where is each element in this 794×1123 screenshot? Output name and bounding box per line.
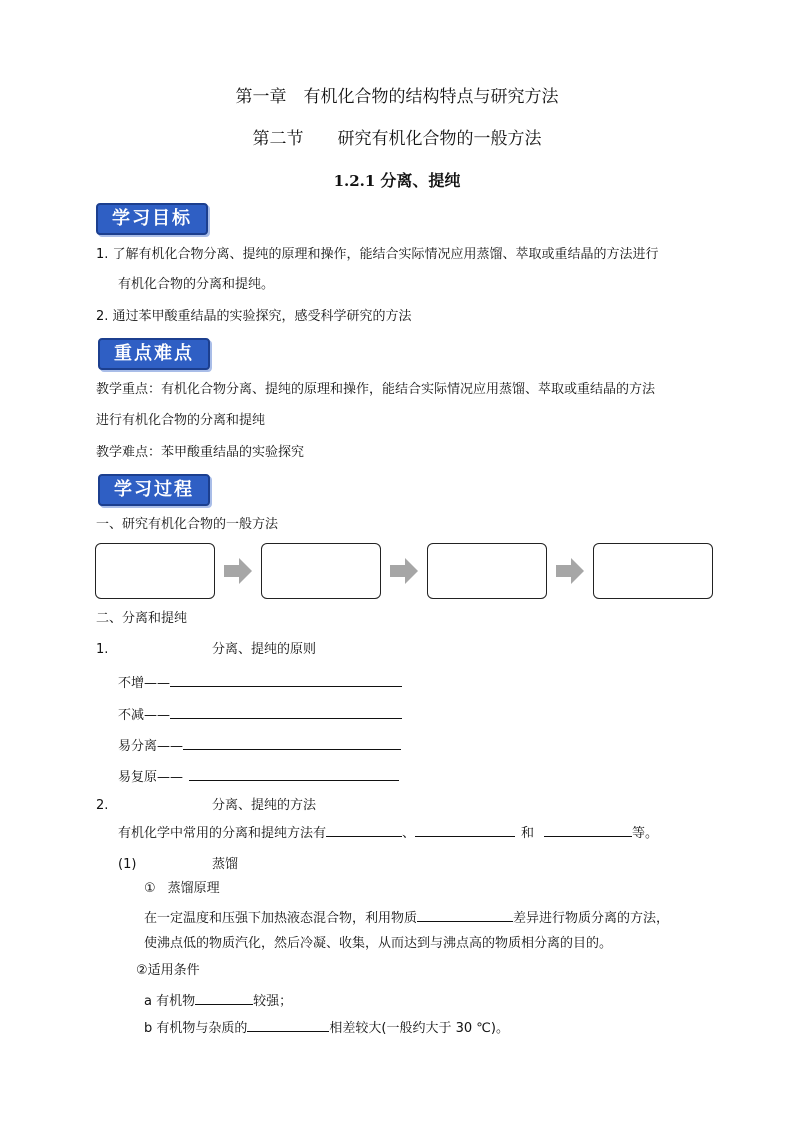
- conditions-title: ②适用条件: [136, 963, 200, 978]
- goal-item-1: [96, 246, 659, 264]
- principle-row: [118, 766, 399, 787]
- goal-2-text: 通过苯甲酸重结晶的实验探究，感受科学研究的方法: [112, 309, 412, 324]
- answer-blank[interactable]: [544, 822, 632, 837]
- goal-1-number: 1.: [96, 247, 109, 262]
- principle-label: 易复原——: [118, 770, 184, 785]
- principle-text: 差异进行物质分离的方法，: [513, 911, 670, 926]
- separator: 和: [521, 826, 535, 841]
- separator: 、: [402, 826, 416, 841]
- focus-line-1: 教学重点：有机化合物分离、提纯的原理和操作，能结合实际情况应用蒸馏、萃取或重结晶的方法: [96, 382, 656, 397]
- answer-blank[interactable]: [195, 990, 253, 1005]
- goal-item-2: [96, 308, 412, 326]
- section-title: 第二节 研究有机化合物的一般方法: [252, 129, 542, 149]
- part-2-title: 二、分离和提纯: [96, 611, 188, 626]
- answer-blank[interactable]: [183, 735, 401, 750]
- principle-title: 蒸馏原理: [167, 881, 220, 896]
- goals-badge: 学习目标: [96, 203, 208, 235]
- methods-text: 有机化学中常用的分离和提纯方法有: [118, 826, 327, 841]
- flow-box-1[interactable]: [95, 543, 215, 599]
- goal-1-text: 了解有机化合物分离、提纯的原理和操作，能结合实际情况应用蒸馏、萃取或重结晶的方法进行: [112, 247, 659, 262]
- q1-title: 分离、提纯的原则: [212, 642, 317, 657]
- answer-blank[interactable]: [326, 822, 402, 837]
- principle-line-2: 使沸点低的物质汽化，然后冷凝、收集，从而达到与沸点高的物质相分离的目的。: [144, 936, 613, 951]
- condition-text: 较强；: [253, 994, 293, 1009]
- q2-number: 2.: [96, 798, 109, 813]
- focus-line-2: 进行有机化合物的分离和提纯: [96, 413, 266, 428]
- difficulty-line: 教学难点：苯甲酸重结晶的实验探究: [96, 445, 305, 460]
- q2-title: 分离、提纯的方法: [212, 798, 317, 813]
- principle-label: 不减——: [118, 708, 171, 723]
- lesson-name: 分离、提纯: [380, 171, 461, 190]
- sentence-end: 等。: [632, 826, 659, 841]
- answer-blank[interactable]: [415, 822, 515, 837]
- principle-label: 不增——: [118, 676, 171, 691]
- methods-sentence: [118, 822, 658, 843]
- principle-line-1: [144, 907, 669, 928]
- principle-row: [118, 672, 402, 693]
- flow-box-4[interactable]: [593, 543, 713, 599]
- condition-text: 相差较大(一般约大于 30 ℃)。: [329, 1021, 509, 1036]
- lesson-title: [0, 168, 794, 191]
- distill-title: 蒸馏: [212, 857, 239, 872]
- answer-blank[interactable]: [170, 704, 402, 719]
- q1-number: 1.: [96, 642, 109, 657]
- answer-blank[interactable]: [417, 907, 513, 922]
- answer-blank[interactable]: [170, 672, 402, 687]
- key-points-badge: 重点难点: [98, 338, 210, 370]
- condition-text: b 有机物与杂质的: [144, 1021, 248, 1036]
- arrow-right-icon: [556, 558, 584, 584]
- arrow-right-icon: [224, 558, 252, 584]
- flow-box-3[interactable]: [427, 543, 547, 599]
- principle-row: [118, 735, 401, 756]
- condition-a: [144, 990, 292, 1011]
- principle-text: 在一定温度和压强下加热液态混合物，利用物质: [144, 911, 418, 926]
- answer-blank[interactable]: [189, 766, 399, 781]
- arrow-right-icon: [390, 558, 418, 584]
- flow-box-2[interactable]: [261, 543, 381, 599]
- principle-label: 易分离——: [118, 739, 184, 754]
- condition-b: [144, 1017, 509, 1038]
- chapter-title: 第一章 有机化合物的结构特点与研究方法: [235, 87, 559, 107]
- circled-number: ①: [144, 881, 156, 896]
- condition-text: a 有机物: [144, 994, 196, 1009]
- answer-blank[interactable]: [247, 1017, 329, 1032]
- principle-heading: [144, 880, 220, 898]
- part-1-title: 一、研究有机化合物的一般方法: [96, 517, 279, 532]
- principle-row: [118, 704, 402, 725]
- process-badge: 学习过程: [98, 474, 210, 506]
- lesson-number: 1.2.1: [333, 172, 376, 190]
- goal-2-number: 2.: [96, 309, 109, 324]
- distill-number: (1): [118, 857, 137, 872]
- goal-1-continuation: 有机化合物的分离和提纯。: [118, 277, 275, 292]
